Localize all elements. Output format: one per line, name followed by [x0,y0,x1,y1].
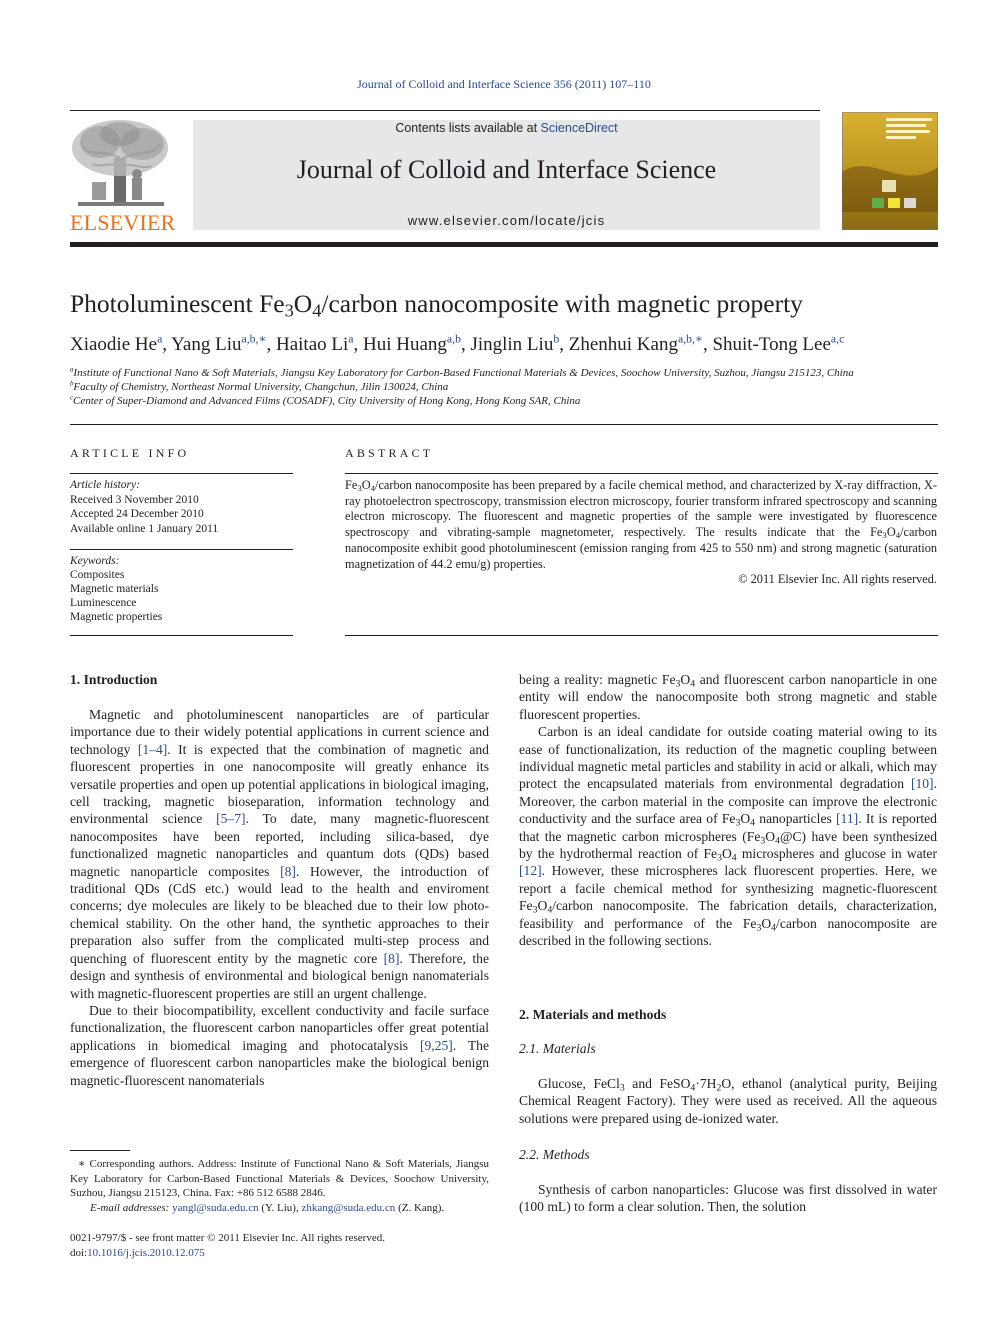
title-part: O [293,289,313,318]
author-affil-link[interactable]: a,c [830,332,845,346]
email-link[interactable]: yangl@suda.edu.cn [172,1201,259,1214]
title-subscript: 3 [284,300,294,321]
author-name: Shuit-Tong Lee [712,334,831,355]
author-name: Yang Liu [171,334,242,355]
journal-title: Journal of Colloid and Interface Science [296,155,717,184]
journal-citation[interactable]: Journal of Colloid and Interface Science 356 (2011) 107–110 [357,77,651,91]
email-link[interactable]: zhkang@suda.edu.cn [301,1201,396,1214]
article-history [70,478,293,536]
affiliation-marker: c [70,394,74,402]
title-part: /carbon nanocomposite with magnetic property [321,289,803,318]
elsevier-wordmark: ELSEVIER [70,210,176,235]
article-info-heading: ARTICLE INFO [70,446,190,460]
section-materials-methods-title: 2. Materials and methods [519,1007,667,1022]
author-name: Haitao Li [275,334,349,355]
affiliation-text: Faculty of Chemistry, Northeast Normal University, Changchun, Jilin 130024, China [73,381,449,393]
keyword: Magnetic properties [70,611,163,623]
divider [345,473,938,474]
section-introduction-title: 1. Introduction [70,672,158,687]
affiliation-c [70,395,580,407]
sciencedirect-link[interactable]: ScienceDirect [540,121,618,135]
subsection-materials-title: 2.1. Materials [519,1041,596,1056]
ref-link[interactable]: [12] [519,863,542,879]
affiliation-marker: a [70,366,74,374]
header-thick-rule [70,242,938,247]
author-name: Hui Huang [363,334,447,355]
author-list: Xiaodie He$^a$, Yang Liu$^{a,b,∗}$, Haitao Li$^a$, Hui Huang$^{a,b}$, Jinglin Liu$^b$, Zhenhui Kang$^{a,b,∗}$, Shuit-Tong Lee$^{a,c}$ [70,332,845,355]
author-affil-link[interactable]: a [348,332,354,346]
affiliation-a [70,367,854,379]
divider [70,635,293,636]
ref-link[interactable]: [1–4] [137,741,168,757]
header-rule [70,110,820,111]
issn-line: 0021-9797/$ - see front matter © 2011 Elsevier Inc. All rights reserved. [70,1232,385,1244]
email-label: E-mail addresses: [90,1201,170,1214]
abstract-part: /carbon nanocomposite exhibit good photoluminescent (emission ranging from 425 to 550 nm) and strong magnetic (saturation magnetization of 44.2 emu/g) properties. [345,525,937,571]
history-label: Article history: [70,479,140,491]
divider [345,635,938,636]
keyword: Composites [70,569,125,581]
doi-line [70,1246,489,1261]
email-owner: (Y. Liu), [261,1201,299,1214]
divider [70,549,293,550]
title-subscript: 4 [312,300,322,321]
affiliation-marker: b [70,380,74,388]
corresponding-note: ∗ Corresponding authors. Address: Institute of Functional Nano & Soft Materials, Jiangsu Key Laboratory for Carbon-Based Functional Materials & Devices, Soochow University, Suzhou, Jiangsu 215123, China. Fax: +86 512 6588 2846. [70,1158,489,1199]
abstract-heading: ABSTRACT [345,446,434,460]
history-online: Available online 1 January 2011 [70,522,219,535]
keyword: Magnetic materials [70,583,159,595]
author-affil-link[interactable]: a,b [446,332,461,346]
affiliation-b [70,381,448,393]
elsevier-tree-logo [70,118,172,210]
contents-line [193,121,820,135]
keywords-label: Keywords: [70,555,120,567]
article-title [70,289,803,319]
footnotes [70,1157,489,1215]
email-owner: (Z. Kang). [398,1201,445,1214]
doi-link[interactable]: 10.1016/j.jcis.2010.12.075 [87,1246,205,1259]
author-affil-link[interactable]: a [157,332,163,346]
title-part: Photoluminescent Fe [70,289,285,318]
ref-link[interactable]: [10] [910,776,934,792]
subsection-methods-title: 2.2. Methods [519,1147,590,1162]
ref-link[interactable]: [5–7] [216,811,246,827]
divider [70,473,293,474]
affiliation-text: Institute of Functional Nano & Soft Materials, Jiangsu Key Laboratory for Carbon-Based Functional Materials & Devices, Soochow University, Suzhou, Jiangsu 215123, China [73,367,854,379]
ref-link[interactable]: [8] [280,863,296,879]
author-name: Zhenhui Kang [568,334,678,355]
materials-body: Glucose, FeCl$_3$ and $FeSO_4\cdot 7H_2O$, ethanol (analytical purity, Beijing Chemical Reagent Factory). They were used as received. All the aqueous solutions were prepared using de-ionized water. [519,1076,937,1126]
footnote-rule [70,1150,130,1151]
author-affil-link[interactable]: b [553,332,560,346]
methods-body: Synthesis of carbon nanoparticles: Glucose was first dissolved in water (100 mL) to form a clear solution. Then, the solution [519,1182,937,1215]
doi-label: doi: [70,1246,88,1259]
ref-link[interactable]: [9,25] [419,1037,453,1053]
author-affil-link[interactable]: a,b,∗ [677,332,703,346]
intro-body-right: being a reality: magnetic $Fe_3O_4$ and fluorescent carbon nanoparticle in one entity will endow the nanocomposite both strong magnetic and stable fluorescent properties. Carbon is an ideal candidate for outside coating material owing to its ease of functionalization, its reduction of the magnetic coupling between individual magnetic metal particles and stability in acid or alkali, which may protect the encapsulated materials from environmental degradation [10]. Moreover, the carbon material in the composite can improve the electronic conductivity and the surface area of $Fe_3O_4$ nanoparticles [11]. It is reported that the magnetic carbon microspheres $(Fe_3O_4@C)$ have been synthesized by the hydrothermal reaction of $Fe_3O_4$ microspheres and glucose in water [12]. However, these microspheres lack fluorescent properties. Here, we report a facile chemical method for synthesizing magnetic-fluorescent $Fe_3O_4$/carbon nanocomposite. The fabrication details, characterization, feasibility and performance of the $Fe_3O_4$/carbon nanocomposite are described in the following sections. [519,672,937,949]
email-note [70,1201,489,1216]
divider [70,424,938,425]
intro-body-left: Magnetic and photoluminescent nanoparticles are of particular importance due to their widely potential applications in current science and technology [1–4]. It is expected that the combination of magnetic and fluorescent properties in one nanocomposite will greatly enhance its versatile properties and open up potential applications in biological imaging, cell tracking, magnetic bioseparation, information technology and environmental science [5–7]. To date, many magnetic-fluorescent nanocomposites have been reported, including silica-based, dye functionalized magnetic nanoparticles and quantum dots (QDs) based magnetic nanoparticle composites [8]. However, the introduction of traditional QDs (CdS etc.) would lead to the health and enviroment concerns; dye molecules are likely to be bleached due to their low photochemical stability. On the other hand, the synthetic approaches to their preparation also suffer from the complicated multi-step process and quenching of fluorescent entity by the magnetic core [8]. Therefore, the design and synthesis of environmental and biological benign nanomaterials with magnetic-fluorescent properties are still an urgent challenge. Due to their biocompatibility, excellent conductivity and facile surface functionalization, the fluorescent carbon nanoparticles offer great potential applications in biomedical imaging and photocatalysis [9,25]. The emergence of fluorescent carbon nanoparticles make the biological benign magnetic-fluorescent nanomaterials [70,707,490,1088]
history-received: Received 3 November 2010 [70,493,199,506]
front-matter [70,1231,489,1260]
author-affil-link[interactable]: a,b,∗ [241,332,267,346]
history-accepted: Accepted 24 December 2010 [70,508,204,520]
abstract-text: $Fe_3O_4$/carbon nanocomposite has been prepared by a facile chemical method, and characterized by X-ray diffraction, X-ray photoelectron spectroscopy, transmission electron microscopy, fourier transform infrared spectroscopy and scanning electron microscopy. The fluorescent and magnetic properties of the sample were investigated by fluorescence spectroscopy and vibrating-sample magnetometer, respectively. The results indicate that the $Fe_3O_4$/carbon nanocomposite exhibit good photoluminescent (emission ranging from 425 to 550 nm) and strong magnetic (saturation magnetization of 44.2 emu/g) properties. © 2011 Elsevier Inc. All rights reserved. [345,478,937,587]
contents-prefix: Contents lists available at [395,121,541,135]
abstract-copyright: © 2011 Elsevier Inc. All rights reserved. [738,572,937,587]
affiliation-text: Center of Super-Diamond and Advanced Films (COSADF), City University of Hong Kong, Hong Kong SAR, China [73,395,581,407]
keywords [70,554,293,624]
abstract-part: /carbon nanocomposite has been prepared by a facile chemical method, and characterized by X-ray diffraction, X-ray photoelectron spectroscopy, transmission electron microscopy, fourier transform infrared spectroscopy and scanning electron microscopy. The fluorescent and magnetic properties of the sample were investigated by fluorescence spectroscopy and vibrating-sample magnetometer, respectively. The results indicate that the Fe [345,478,937,540]
ref-link[interactable]: [11] [836,811,859,827]
journal-url[interactable]: www.elsevier.com/locate/jcis [407,213,606,228]
ref-link[interactable]: [8] [383,950,400,966]
author-name: Jinglin Liu [470,334,554,355]
author-name: Xiaodie He [70,334,158,355]
journal-cover-image [842,112,938,230]
keyword: Luminescence [70,597,137,609]
